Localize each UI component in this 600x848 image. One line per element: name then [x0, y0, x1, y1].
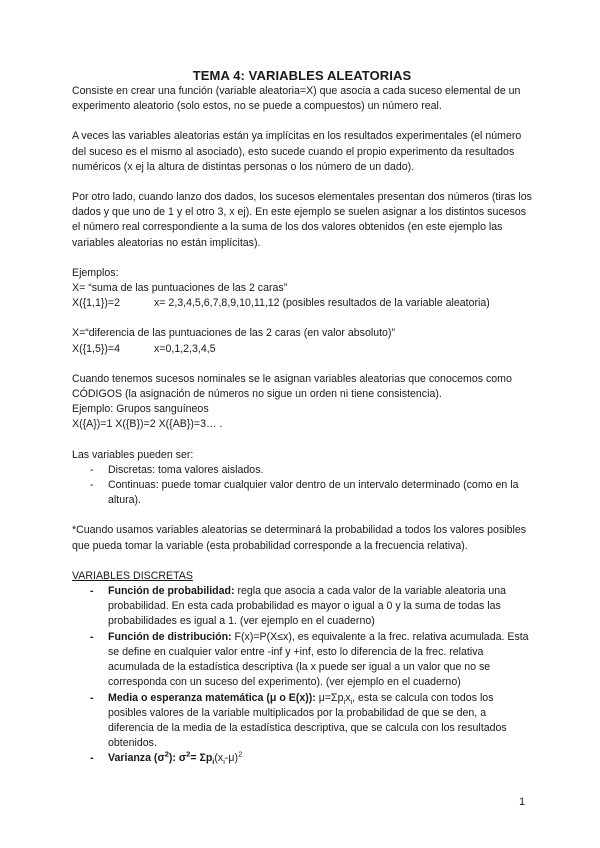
term-text: , esta se calcula con todos los posibles valores de la variable multiplicados por la probabilidad de que se den, a diferencia de la media de la estadística descriptiva, que se calcula con los resultados obtenidos.	[108, 691, 507, 750]
term-label: Media o esperanza matemática (μ o E(x)):	[108, 691, 316, 704]
term-label: Varianza $(\sigma^2)$:	[108, 749, 176, 765]
discretas-section	[72, 569, 532, 767]
nominal-example-values: X({A})=1 X({B})=2 X({AB})=3… .	[72, 418, 223, 431]
examples-section	[72, 266, 532, 357]
page-title: TEMA 4: VARIABLES ALEATORIAS	[192, 68, 412, 83]
dice-paragraph: Por otro lado, cuando lanzo dos dados, los sucesos elementales presentan dos números (tiras los dados y que uno de 1 y el otro 3, x ej). En este ejemplo se suelen asignar a los distintos sucesos el número real correspondiente a la suma de los dos valores obtenidos (en este ejemplo las variables aleatorias no están implícitas).	[72, 191, 532, 249]
term-text: regla que asocia a cada valor de la variable aleatoria una probabilidad. En esta cada probabilidad es mayor o igual a 0 y la suma de todas las probabilidades es igual a 1. (ver ejemplo en el cuaderno)	[108, 585, 507, 628]
list-item	[90, 584, 532, 630]
example2-row	[72, 342, 532, 357]
list-item: - Continuas: puede tomar cualquier valor dentro de un intervalo determinado (como en la altura).	[90, 478, 532, 508]
intro-paragraph: Consiste en crear una función (variable aleatoria=X) que asocia a cada suceso elemental de un experimento aleatorio (solo estos, no se puede a compuestos) un número real.	[72, 85, 521, 113]
discretas-heading: VARIABLES DISCRETAS	[72, 569, 193, 582]
example1-row	[72, 296, 532, 311]
types-heading: Las variables pueden ser:	[72, 448, 194, 461]
types-list	[72, 463, 532, 509]
term-text: F(x)=P(X≤x), es equivalente a la frec. relativa acumulada. Esta se define en cualquier valor entre -inf y +inf, esto lo diferencia de la frec. relativa acumulada de la estadística descriptiva (la x puede ser igual a un valor que no se corresponda con un suceso del experimento). (ver ejemplo en el cuaderno)	[108, 630, 529, 689]
example1-definition: X= “suma de las puntuaciones de las 2 caras”	[72, 282, 288, 295]
example2-left: X({1,5})=4	[72, 342, 121, 355]
types-section	[72, 448, 532, 509]
formula: $\sigma^2= \Sigma p_i$	[175, 749, 215, 767]
term-label: Función de probabilidad:	[108, 585, 235, 598]
nominal-example-heading: Ejemplo: Grupos sanguíneos	[72, 403, 209, 416]
examples-heading: Ejemplos:	[72, 266, 119, 279]
nominal-section	[72, 372, 532, 433]
list-item	[90, 630, 532, 691]
document-page	[72, 68, 532, 767]
term-label: Función de distribución:	[108, 630, 232, 643]
nominal-text: Cuando tenemos sucesos nominales se le asignan variables aleatorias que conocemos como CÓDIGOS (la asignación de números no sigue un orden ni tiene consistencia).	[72, 372, 512, 401]
page-number: 1	[519, 796, 525, 808]
note-paragraph: *Cuando usamos variables aleatorias se determinará la probabilidad a todos los valores posibles que pueda tomar la variable (esta probabilidad corresponde a la frecuencia relativa).	[72, 524, 527, 552]
implicit-paragraph: A veces las variables aleatorias están ya implícitas en los resultados experimentales (el número del suceso es el mismo al asociado), esto sucede cuando el propio experimento da resultados numéricos (x ej la altura de distintas personas o los número de un dado).	[72, 130, 522, 173]
list-item	[90, 751, 532, 766]
formula-rest: $(x_i-\mu)^2$	[214, 749, 243, 767]
list-item	[90, 691, 532, 752]
list-item: - Discretas: toma valores aislados.	[90, 463, 532, 478]
example1-right: x= 2,3,4,5,6,7,8,9,10,11,12 (posibles resultados de la variable aleatoria)	[154, 297, 490, 310]
example1-left: X({1,1})=2	[72, 297, 121, 310]
discretas-list	[72, 584, 532, 766]
example2-definition: X=“diferencia de las puntuaciones de las 2 caras (en valor absoluto)”	[72, 327, 396, 340]
example2-right: x=0,1,2,3,4,5	[154, 342, 216, 355]
formula: $\mu=\Sigma p_ix_i$	[315, 691, 353, 706]
